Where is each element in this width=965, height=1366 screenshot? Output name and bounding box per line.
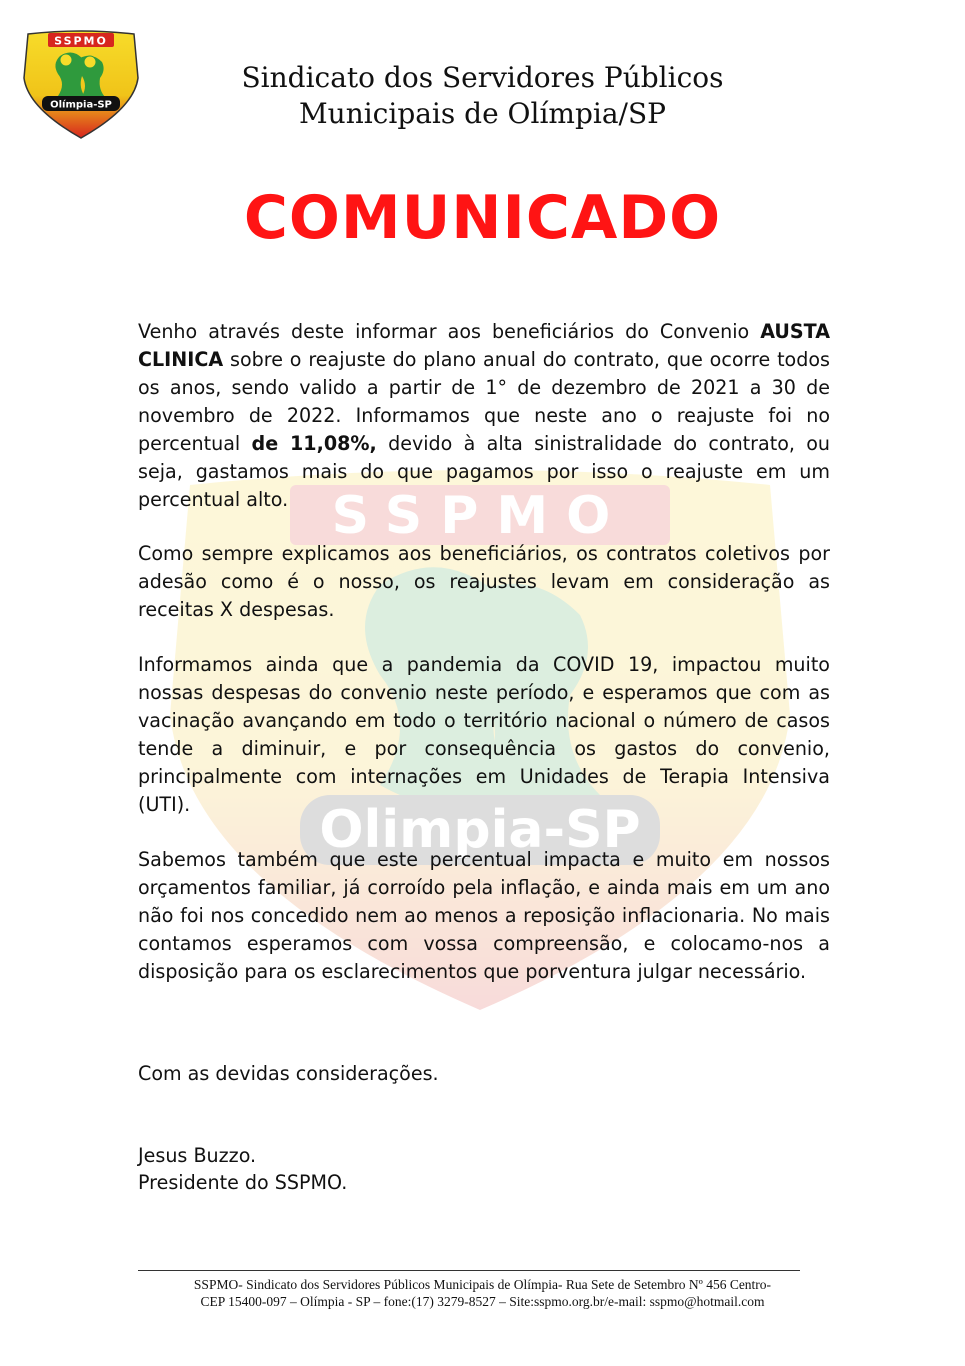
footer <box>120 1276 845 1310</box>
paragraph-1 <box>138 318 830 514</box>
org-name-line1: Sindicato dos Servidores Públicos <box>241 61 724 94</box>
p1-text-1: Venho através deste informar aos beneficiários do Convenio <box>138 320 761 343</box>
p1-bold-percentual: de 11,08%, <box>251 432 377 455</box>
p1-bold-austa-clinica: AUSTA CLINICA <box>138 320 830 371</box>
footer-line1: SSPMO- Sindicato dos Servidores Públicos Municipais de Olímpia- Rua Sete de Setembro Nº 456 Centro- <box>193 1277 772 1292</box>
p1-text-2: sobre o reajuste do plano anual do contrato, que ocorre todos os anos, sendo valido a partir de 1° de dezembro de 2021 a 30 de novembro de 2022. Informamos que neste ano o reajuste foi no percentual <box>138 348 830 455</box>
letter-body <box>138 318 830 1012</box>
watermark-top-text: SSPMO <box>331 486 629 546</box>
logo-bottom-text: Olímpia-SP <box>50 99 112 111</box>
logo-top-text: SSPMO <box>54 34 108 48</box>
closing-line: Com as devidas considerações. <box>138 1062 439 1085</box>
signature-name: Jesus Buzzo. <box>138 1144 257 1167</box>
signature-role: Presidente do SSPMO. <box>138 1171 348 1194</box>
sspmo-logo-icon <box>20 28 142 140</box>
paragraph-4: Sabemos também que este percentual impacta e muito em nossos orçamentos familiar, já corroído pela inflação, e ainda mais em um ano não foi nos concedido nem ao menos a reposição inflacionaria. No mais contamos esperamos com vossa compreensão, e colocamo-nos a disposição para os esclarecimentos que porventura julgar necessário. <box>138 848 830 983</box>
watermark-bottom-text: Olimpia-SP <box>319 800 641 860</box>
p1-text-3: devido à alta sinistralidade do contrato, ou seja, gastamos mais do que pagamos por isso o reajuste em um percentual alto. <box>138 432 831 511</box>
paragraph-3: Informamos ainda que a pandemia da COVID 19, impactou muito nossas despesas do convenio neste período, e esperamos que com as vacinação avançando em todo o território nacional o número de casos tende a diminuir, e por consequência os gastos do convenio, principalmente com internações em Unidades de Terapia Intensiva (UTI). <box>138 653 830 816</box>
org-name-line2: Municipais de Olímpia/SP <box>298 97 666 130</box>
footer-divider <box>138 1270 800 1271</box>
document-title: COMUNICADO <box>243 183 722 253</box>
organization-name <box>200 60 765 132</box>
paragraph-2: Como sempre explicamos aos beneficiários, os contratos coletivos por adesão como é o nosso, os reajustes levam em consideração as receitas X despesas. <box>138 542 830 621</box>
signature-block <box>138 1142 347 1196</box>
footer-line2: CEP 15400-097 – Olímpia - SP – fone:(17) 3279-8527 – Site:sspmo.org.br/e-mail: sspmo@hotmail.com <box>200 1294 765 1309</box>
